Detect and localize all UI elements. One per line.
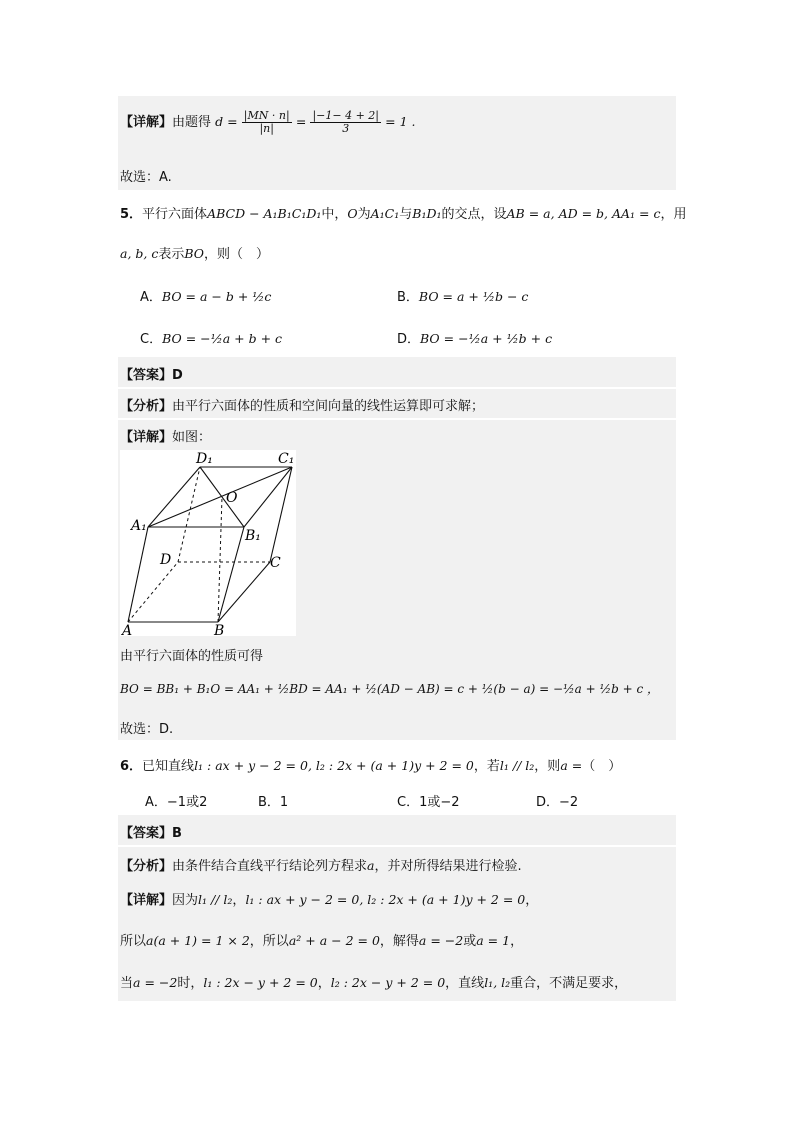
- q5-vector-bo: BO: [184, 246, 205, 261]
- q5-stem-line2: [120, 243, 269, 262]
- step2-ll: l₁, l₂: [484, 975, 511, 990]
- analysis-text: 由平行六面体的性质和空间向量的线性运算即可求解；: [172, 399, 485, 414]
- q5-property-text: 由平行六面体的性质可得: [120, 649, 264, 664]
- q5-stem-text-d: 与: [399, 207, 413, 222]
- label-a1: A₁: [131, 518, 147, 534]
- q6-option-b[interactable]: [258, 791, 288, 810]
- label-d1: D₁: [196, 451, 213, 467]
- step2-text-c: ，: [317, 976, 331, 991]
- q5-option-a[interactable]: [140, 286, 271, 305]
- option-label: A．: [140, 290, 162, 305]
- q5-analysis-line: [120, 395, 484, 414]
- option-expr: −2: [559, 795, 579, 810]
- formula-fraction-right: [310, 110, 381, 135]
- q5-answer-line: [120, 364, 183, 383]
- option-label: B．: [397, 290, 419, 305]
- option-expr: −1或2: [166, 795, 208, 810]
- q6-parallel: l₁ // l₂: [499, 758, 535, 773]
- q6-stem-text: 已知直线: [142, 759, 195, 774]
- detail-sep: ，: [232, 893, 246, 908]
- analysis-label: 【分析】: [120, 859, 173, 874]
- q5-stem-text-g: 表示: [158, 247, 185, 262]
- step2-text-b: 时，: [177, 976, 204, 991]
- formula-den-left: |n|: [259, 122, 274, 136]
- q5-conclusion: 故选：D.: [120, 722, 174, 737]
- step2-text: 当: [120, 976, 134, 991]
- option-expr: BO = a + ½b − c: [418, 289, 529, 304]
- detail-label: 【详解】: [120, 430, 173, 445]
- q4-detail-line: 【详解】由题得 d = $\frac{|MN \cdot n|}{|n|}$ = $\frac{|-1- 4 + 2|}{3}$ = 1 .: [120, 109, 416, 136]
- option-expr: BO = −½a + b + c: [162, 331, 283, 346]
- q5-point-o: O: [347, 206, 358, 221]
- detail-text: 因为: [172, 893, 199, 908]
- option-label: C．: [397, 795, 420, 810]
- step2-l1: l₁ : 2x − y + 2 = 0: [203, 975, 318, 990]
- formula-den-right: 3: [342, 122, 350, 136]
- q5-stem-text-f: ，用: [660, 207, 687, 222]
- q5-stem-text-b: 中，: [321, 207, 348, 222]
- detail-label: 【详解】: [120, 115, 173, 131]
- q6-stem-text-c: ，则: [534, 759, 561, 774]
- q5-derivation: BO = BB₁ + B₁O = AA₁ + ½BD = AA₁ + ½(AD − AB) = c + ½(b − a) = −½a + ½b + c ，: [120, 682, 660, 696]
- q5-solid-name: ABCD − A₁B₁C₁D₁: [207, 206, 322, 221]
- q5-stem-text: 平行六面体: [142, 207, 208, 222]
- step2-cond: a = −2: [133, 975, 178, 990]
- label-o: O: [226, 490, 238, 506]
- q6-detail-line: [120, 889, 538, 908]
- option-expr: 1: [279, 795, 289, 810]
- step1-eq2: a² + a − 2 = 0: [288, 933, 380, 948]
- q5-segment-bd: B₁D₁: [412, 206, 442, 221]
- q5-vector-vars: a, b, c: [120, 246, 159, 261]
- answer-value: D: [172, 368, 183, 383]
- q6-stem-line: [120, 755, 621, 774]
- q6-analysis-line: [120, 855, 522, 874]
- q5-stem-line1: [120, 203, 686, 222]
- step2-l2: l₂ : 2x − y + 2 = 0: [330, 975, 446, 990]
- detail-text: 如图：: [172, 430, 212, 445]
- option-label: A．: [145, 795, 167, 810]
- detail-end: ，: [525, 893, 539, 908]
- label-a: A: [122, 623, 133, 636]
- q6-answer-line: [120, 822, 182, 841]
- detail-label: 【详解】: [120, 893, 173, 908]
- step1-text-d: 或: [463, 934, 477, 949]
- detail-text: 由题得: [172, 115, 212, 131]
- step1-eq: a(a + 1) = 1 × 2: [146, 933, 250, 948]
- detail-lines: l₁ : ax + y − 2 = 0, l₂ : 2x + (a + 1)y + 2 = 0: [245, 892, 526, 907]
- analysis-text-b: ，并对所得结果进行检验.: [374, 859, 522, 874]
- q5-option-c[interactable]: [140, 328, 282, 347]
- q5-stem-end: ，则（ ）: [204, 247, 270, 262]
- q6-step1-line: [120, 930, 523, 949]
- shade-q5-answer: [118, 357, 676, 387]
- q6-a-eq: a =: [560, 758, 583, 773]
- step1-root1: a = −2: [418, 933, 464, 948]
- label-c1: C₁: [278, 451, 295, 467]
- step1-root2: a = 1: [476, 933, 511, 948]
- q6-step2-line: [120, 972, 627, 991]
- q6-option-c[interactable]: [397, 791, 460, 810]
- option-expr: BO = −½a + ½b + c: [420, 331, 553, 346]
- q5-number: 5．: [120, 207, 143, 222]
- q5-stem-text-c: 为: [357, 207, 371, 222]
- q6-option-d[interactable]: [536, 791, 578, 810]
- option-expr: 1或−2: [419, 795, 460, 810]
- option-label: B．: [258, 795, 280, 810]
- q4-conclusion: 故选：A.: [120, 170, 172, 185]
- parallelepiped-figure: [120, 450, 296, 636]
- formula-lhs: d =: [215, 114, 238, 130]
- answer-label: 【答案】: [120, 368, 173, 383]
- q6-stem-text-b: ，若: [473, 759, 500, 774]
- q6-option-a[interactable]: [145, 791, 207, 810]
- step2-text-e: 重合，不满足要求，: [510, 976, 628, 991]
- q5-option-b[interactable]: [397, 286, 528, 305]
- formula-result: = 1 .: [385, 114, 416, 130]
- q5-stem-text-e: 的交点，设: [441, 207, 507, 222]
- step1-text-e: ，: [510, 934, 524, 949]
- step1-text-c: ，解得: [379, 934, 419, 949]
- detail-parallel: l₁ // l₂: [198, 892, 233, 907]
- shade-q6-answer: [118, 815, 676, 845]
- step1-text-b: ，所以: [249, 934, 289, 949]
- label-d: D: [160, 552, 172, 568]
- option-expr: BO = a − b + ½c: [161, 289, 272, 304]
- answer-label: 【答案】: [120, 826, 173, 841]
- q6-stem-end: （ ）: [582, 759, 622, 774]
- step1-text: 所以: [120, 934, 147, 949]
- formula-num-left: |MN · n|: [243, 109, 290, 122]
- analysis-var: a: [367, 858, 375, 873]
- label-c: C: [270, 555, 281, 571]
- q6-number: 6．: [120, 759, 143, 774]
- formula-num-right: |−1− 4 + 2|: [312, 109, 379, 122]
- q5-option-d[interactable]: [397, 328, 552, 347]
- label-b1: B₁: [245, 528, 261, 544]
- q5-segment-ac: A₁C₁: [370, 206, 400, 221]
- option-label: D．: [397, 332, 421, 347]
- q6-line-equations: l₁ : ax + y − 2 = 0, l₂ : 2x + (a + 1)y + 2 = 0: [194, 758, 474, 773]
- label-b: B: [214, 623, 225, 636]
- formula-fraction-left: [242, 110, 292, 135]
- answer-value: B: [172, 826, 182, 841]
- analysis-label: 【分析】: [120, 399, 173, 414]
- step2-text-d: ，直线: [445, 976, 485, 991]
- option-label: D．: [536, 795, 560, 810]
- q5-detail-line: [120, 426, 211, 445]
- analysis-text: 由条件结合直线平行结论列方程求: [172, 859, 368, 874]
- option-label: C．: [140, 332, 163, 347]
- q5-vector-defs: AB = a, AD = b, AA₁ = c: [506, 206, 661, 221]
